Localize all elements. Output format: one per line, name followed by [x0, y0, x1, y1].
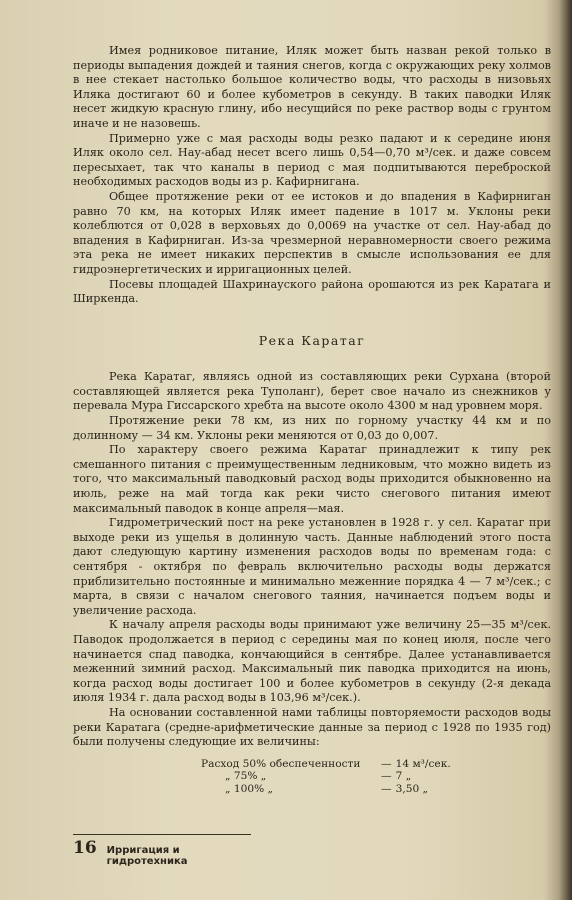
paragraph: Общее протяжение реки от ее истоков и до впадения в Кафирниган равно 70 км, на которых Иляк имеет падение в 1017 м. Уклоны реки колеблются от 0,028 в верховьях до 0,0069 на участке от сел. Нау-абад до впадения в Кафирниган. Из-за чрезмерной неравномерности своего режима эта река не имеет никаких перспектив в смысле использования ее для гидроэнергетических и ирригационных целей. — [73, 189, 551, 276]
table-cell-sep: — — [381, 782, 392, 795]
paragraph: Посевы площадей Шахринауского района орошаются из рек Каратага и Ширкенда. — [73, 277, 551, 306]
page-footer — [73, 838, 263, 867]
article-body — [73, 44, 551, 795]
table-cell-sep: — — [381, 770, 392, 783]
page-number: 16 — [73, 838, 97, 858]
table-cell-sep: — — [381, 757, 392, 770]
table-row — [201, 770, 455, 782]
paragraph: Гидрометрический пост на реке установлен в 1928 г. у сел. Каратаг при выходе реки из ущелья в долинную часть. Данные наблюдений этого поста дают следующую картину изменения расходов воды по временам года: с сентября - октября по февраль включительно расходы воды держатся приблизительно постоянные и минимально меженние порядка 4 — 7 м³/сек.; с марта, в связи с началом снегового таяния, начинается подъем воды и увеличение расхода. — [73, 516, 551, 617]
table-cell-label: „ 100% „ — [225, 782, 273, 795]
footer-rule — [73, 834, 251, 835]
paragraph: По характеру своего режима Каратаг принадлежит к типу рек смешанного питания с преимущественным ледниковым, что можно видеть из того, что максимальный паводковый расход воды приходится обыкновенно на июль, реже на май тогда как реки чисто снегового питания имеют максимальный паводок в конце апреля—мая. — [73, 443, 551, 515]
table-cell-label: Расход 50% обеспеченности — [201, 757, 361, 770]
book-spine — [558, 0, 572, 900]
table-row — [201, 783, 455, 795]
paragraph: Имея родниковое питание, Иляк может быть назван рекой только в периоды выпадения дождей и таяния снегов, когда с окружающих реку холмов в нее стекает настолько большое количество воды, что расходы в низовьях Иляка достигают 60 и более кубометров в секунду. В таких паводки Иляк несет жидкую красную глину, ибо несущийся по реке раствор воды с грунтом иначе и не назовешь. — [73, 44, 551, 130]
journal-title: Ирригация и гидротехника — [106, 845, 188, 867]
table-cell-label: „ 75% „ — [225, 770, 267, 783]
paragraph: К началу апреля расходы воды принимают уже величину 25—35 м³/сек. Паводок продолжается в период с середины мая по конец июля, после чего начинается спад паводка, кончающийся в сентябре. Далее устанавливается меженний зимний расход. Максимальный пик паводка приходится на июнь, когда расход воды достигает 100 и более кубометров в секунду (2-я декада июля 1934 г. дала расход воды в 103,96 м³/сек.). — [73, 618, 551, 705]
paragraph: Протяжение реки 78 км, из них по горному участку 44 км и по долинному — 34 км. Уклоны реки меняются от 0,03 до 0,007. — [73, 414, 551, 442]
discharge-table — [201, 758, 455, 795]
section-title: Река Каратаг — [258, 332, 366, 348]
table-cell-value: 14 м³/сек. — [395, 757, 451, 770]
table-row — [201, 758, 455, 770]
paragraph: На основании составленной нами таблицы повторяемости расходов воды реки Каратага (средне-арифметические данные за период с 1928 по 1935 год) были получены следующие их величины: — [73, 705, 551, 749]
paragraph: Примерно уже с мая расходы воды резко падают и к середине июня Иляк около сел. Нау-абад несет всего лишь 0,54—0,70 м³/сек. и даже совсем пересыхает, так что каналы в период с мая подпитываются переброской необходимых расходов воды из р. Кафирнигана. — [73, 131, 551, 189]
paragraph: Река Каратаг, являясь одной из составляющих реки Сурхана (второй составляющей является река Туполанг), берет свое начало из снежников у перевала Мура Гиссарского хребта на высоте около 4300 м над уровнем моря. — [73, 370, 551, 413]
table-cell-value: 7 „ — [395, 770, 412, 783]
table-cell-value: 3,50 „ — [395, 782, 429, 795]
